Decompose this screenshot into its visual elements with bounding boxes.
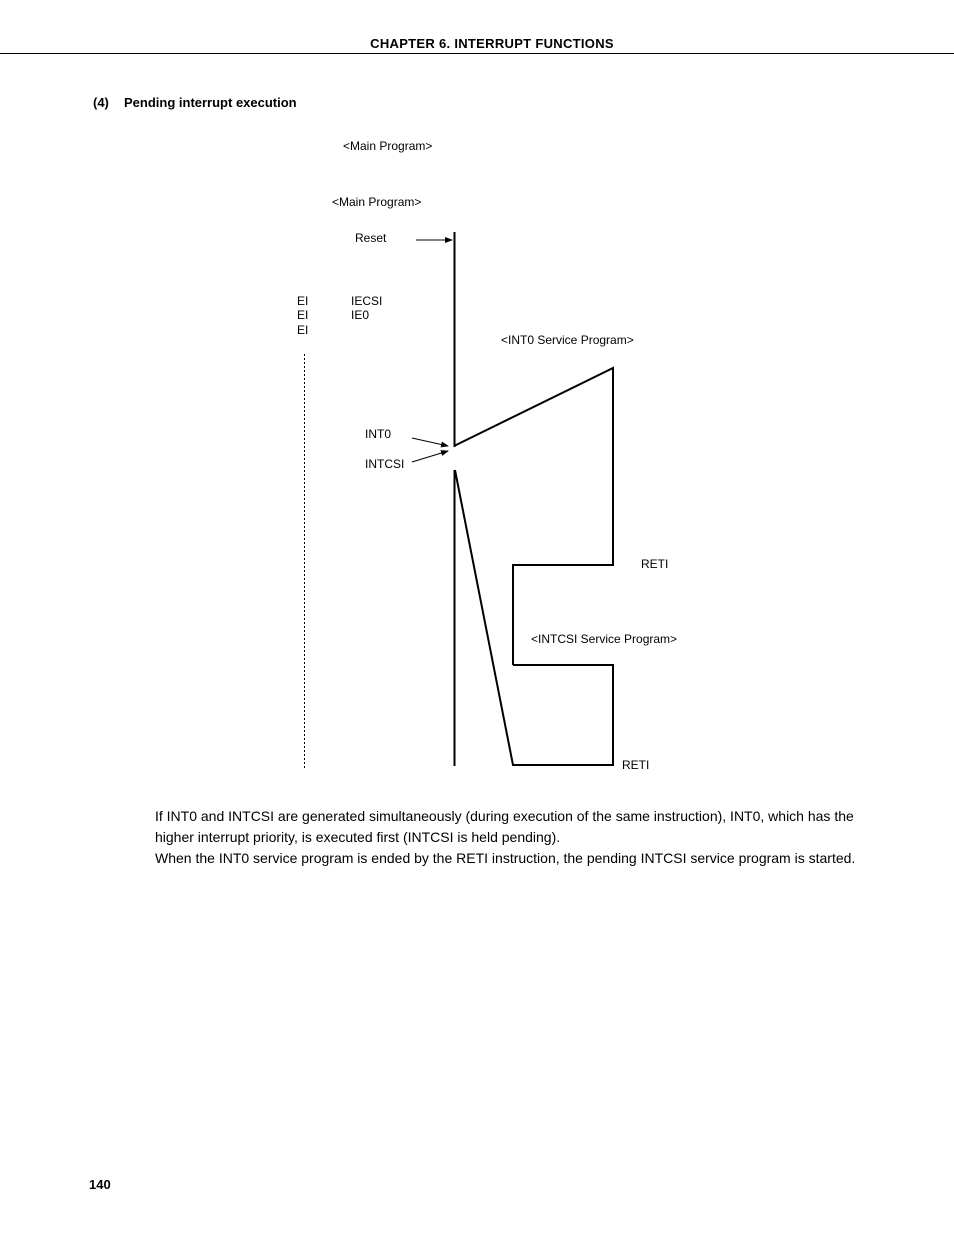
intcsi-label: INTCSI [365, 457, 405, 471]
int0-pointer [412, 438, 448, 446]
section-number: (4) [93, 95, 109, 110]
ie0-label: IE0 [351, 308, 370, 322]
main-program-label-2: <Main Program> [332, 195, 422, 209]
int0-service-program-label: <INT0 Service Program> [501, 333, 634, 347]
chapter-title: CHAPTER 6. INTERRUPT FUNCTIONS [370, 36, 614, 51]
int0-label: INT0 [365, 427, 392, 441]
intcsi-service-path [455, 470, 613, 765]
reti-label-2: RETI [622, 758, 650, 772]
iecsi-label: IECSI [351, 294, 383, 308]
paragraph-2: When the INT0 service program is ended by the RETI instruction, the pending INTCSI service program is started. [155, 850, 856, 866]
ei-label-2: EI [297, 308, 309, 322]
body-text [155, 806, 875, 869]
page-number: 140 [89, 1177, 111, 1192]
paragraph-1: If INT0 and INTCSI are generated simultaneously (during execution of the same instruction), INT0, which has the higher interrupt priority, is executed first (INTCSI is held pending). [155, 808, 854, 845]
int0-service-path [454, 368, 613, 665]
ei-label-3: EI [297, 323, 309, 337]
main-program-label-1: <Main Program> [343, 139, 433, 153]
reset-label: Reset [355, 231, 387, 245]
section-title: Pending interrupt execution [124, 95, 297, 110]
reti-label-1: RETI [641, 557, 669, 571]
intcsi-service-program-label: <INTCSI Service Program> [531, 632, 678, 646]
intcsi-pointer [412, 451, 448, 462]
ei-label-1: EI [297, 294, 309, 308]
